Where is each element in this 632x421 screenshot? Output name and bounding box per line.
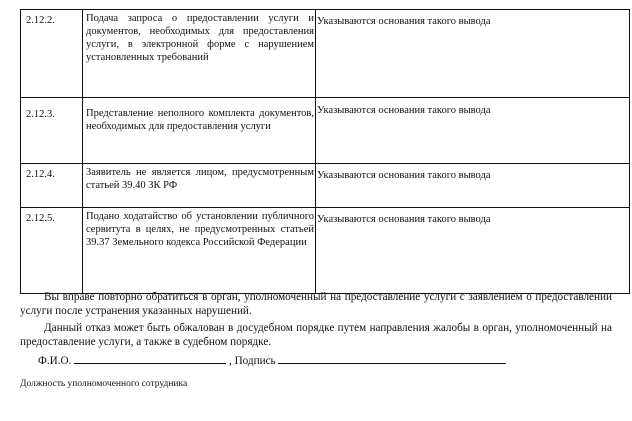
reason-explanation: Указываются основания такого вывода: [316, 164, 630, 208]
reason-explanation: Указываются основания такого вывода: [316, 10, 630, 98]
refusal-reason: Заявитель не является лицом, предусмотренным статьей 39.40 ЗК РФ: [83, 164, 316, 208]
reapply-paragraph: Вы вправе повторно обратиться в орган, уполномоченный на предоставление услуги с заявлением о предоставлении услуги после устранения указанных нарушений.: [20, 291, 612, 317]
position-label: Должность уполномоченного сотрудника: [20, 379, 188, 389]
table-row: [21, 208, 630, 294]
table-row: [21, 164, 630, 208]
refusal-reason: Подача запроса о предоставлении услуги и документов, необходимых для предоставления услуги, в электронной форме с нарушением установленных требований: [83, 10, 316, 98]
refusal-grounds-table: [20, 9, 630, 294]
appeal-paragraph: Данный отказ может быть обжалован в досудебном порядке путем направления жалобы в орган, уполномоченный на предоставление услуги, а также в судебном порядке.: [20, 322, 612, 348]
signature-blank: [278, 352, 506, 364]
refusal-reason: Представление неполного комплекта документов, необходимых для предоставления услуги: [83, 98, 316, 164]
row-number: 2.12.2.: [21, 10, 83, 98]
row-number: 2.12.4.: [21, 164, 83, 208]
reason-explanation: Указываются основания такого вывода: [316, 208, 630, 294]
fio-blank: [74, 352, 226, 364]
refusal-reason: Подано ходатайство об установлении публичного сервитута в целях, не предусмотренных статьей 39.37 Земельного кодекса Российской Федерации: [83, 208, 316, 294]
reason-explanation: Указываются основания такого вывода: [316, 98, 630, 164]
signature-label: , Подпись: [228, 355, 276, 367]
row-number: 2.12.5.: [21, 208, 83, 294]
signature-line: [38, 352, 618, 368]
table-row: [21, 98, 630, 164]
fio-label: Ф.И.О.: [38, 355, 72, 367]
row-number: 2.12.3.: [21, 98, 83, 164]
table-row: [21, 10, 630, 98]
